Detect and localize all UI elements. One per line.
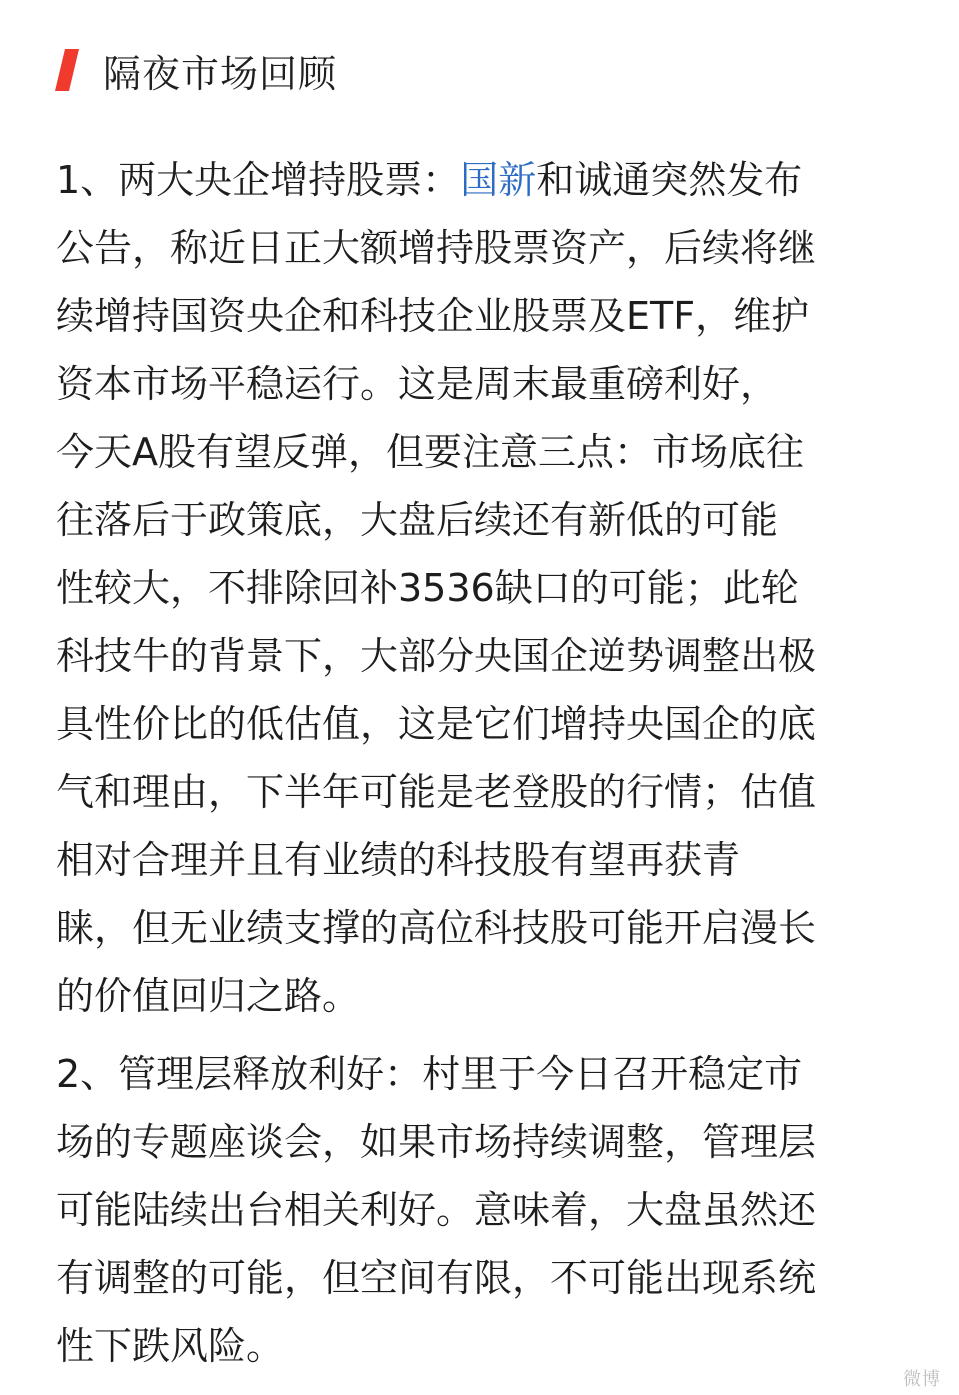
paragraph-1 [56,146,916,1030]
text-line: 的价值回归之路。 [56,974,361,1018]
text-line: 有调整的可能，但空间有限，不可能出现系统 [56,1256,817,1300]
text-line: 气和理由，下半年可能是老登股的行情；估值 [56,770,817,814]
text-line: 具性价比的低估值，这是它们增持央国企的底 [56,702,817,746]
text-line: 续增持国资央企和科技企业股票及ETF，维护 [56,294,810,338]
text-line: 场的专题座谈会，如果市场持续调整，管理层 [56,1120,817,1164]
section-header [55,40,337,100]
text-line: 可能陆续出台相关利好。意味着，大盘虽然还 [56,1188,817,1232]
text-line: 相对合理并且有业绩的科技股有望再获青 [56,838,741,882]
text-line: 科技牛的背景下，大部分央国企逆势调整出极 [56,634,817,678]
text-line: 1、两大央企增持股票：国新和诚通突然发布 [56,158,803,202]
text-line: 睐，但无业绩支撑的高位科技股可能开启漫长 [56,906,817,950]
text-line: 往落后于政策底，大盘后续还有新低的可能 [56,498,779,542]
guoxin-link[interactable]: 国新 [460,158,537,202]
text-line: 性较大，不排除回补3536缺口的可能；此轮 [56,566,799,610]
text-line: 性下跌风险。 [56,1324,285,1368]
paragraph-2 [56,1040,916,1380]
text-line: 今天A股有望反弹，但要注意三点：市场底往 [56,430,804,474]
text-line: 2、管理层释放利好：村里于今日召开稳定市 [56,1052,803,1096]
red-slash-icon [55,49,79,91]
text-line: 资本市场平稳运行。这是周末最重磅利好， [56,362,779,406]
watermark: 微博 [903,1369,941,1390]
text-line: 公告，称近日正大额增持股票资产，后续将继 [56,226,817,270]
section-title: 隔夜市场回顾 [103,51,338,96]
